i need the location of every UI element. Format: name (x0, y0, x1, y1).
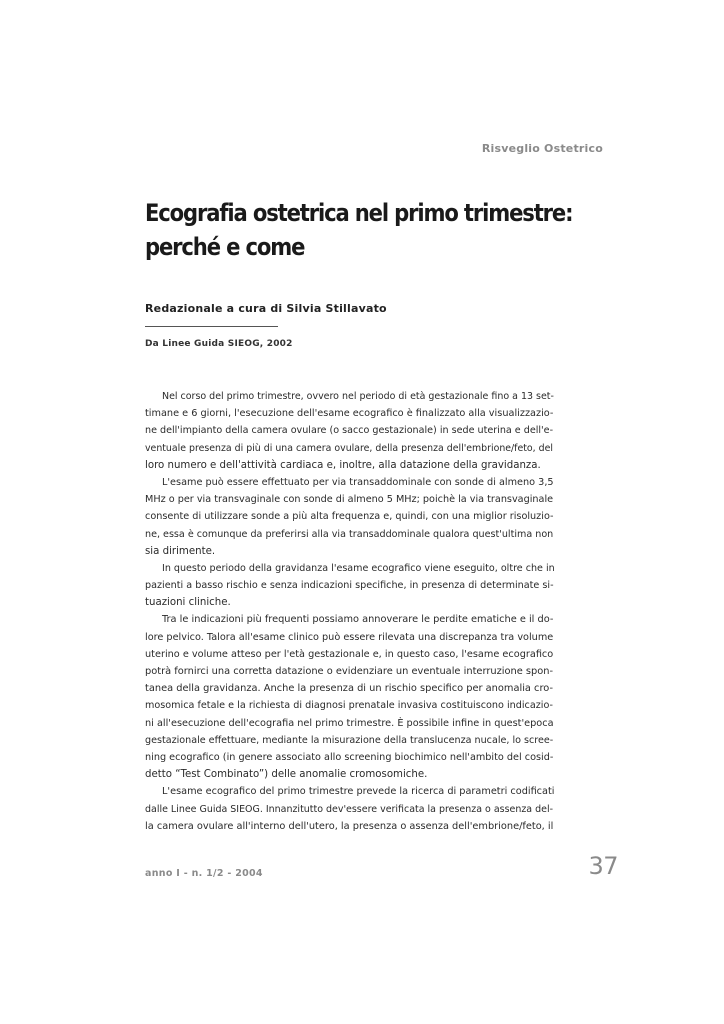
article-title-line: Ecografia ostetrica nel primo trimestre: (145, 199, 573, 227)
body-line: ni all'esecuzione dell'ecografia nel primo trimestre. È possibile infine in quest'epoca (145, 717, 554, 729)
body-line: lore pelvico. Talora all'esame clinico può essere rilevata una discrepanza tra volume (145, 631, 554, 643)
body-line: gestazionale effettuare, mediante la misurazione della translucenza nucale, lo scree- (145, 734, 554, 746)
body-line: detto “Test Combinato”) delle anomalie cromosomiche. (145, 769, 428, 781)
body-line: MHz o per via transvaginale con sonde di almeno 5 MHz; poichè la via transvaginale (145, 494, 554, 506)
body-line: uterino e volume atteso per l'età gestazionale e, in questo caso, l'esame ecografico (145, 648, 554, 660)
running-head: Risveglio Ostetrico (481, 142, 603, 155)
body-line: tuazioni cliniche. (145, 597, 231, 609)
article-body (145, 388, 553, 835)
body-line: pazienti a basso rischio e senza indicazioni specifiche, in presenza di determinate si- (145, 580, 554, 592)
body-line: sia dirimente. (145, 545, 216, 557)
body-line: mosomica fetale e la richiesta di diagnosi prenatale invasiva costituiscono indicazio- (145, 700, 553, 712)
body-line: tanea della gravidanza. Anche la presenza di un rischio specifico per anomalia cro- (145, 683, 553, 695)
body-line: L'esame ecografico del primo trimestre prevede la ricerca di parametri codificati (162, 786, 555, 798)
body-line: L'esame può essere effettuato per via transaddominale con sonde di almeno 3,5 (162, 476, 554, 488)
body-line: timane e 6 giorni, l'esecuzione dell'esame ecografico è finalizzato alla visualizzazio- (145, 408, 554, 420)
issue-info: anno I - n. 1/2 - 2004 (145, 868, 263, 879)
body-line: Nel corso del primo trimestre, ovvero nel periodo di età gestazionale fino a 13 set- (162, 391, 554, 402)
body-line: ne dell'impianto della camera ovulare (o sacco gestazionale) in sede uterina e dell'e- (145, 425, 554, 437)
article-source: Da Linee Guida SIEOG, 2002 (145, 339, 293, 349)
body-line: In questo periodo della gravidanza l'esame ecografico viene eseguito, oltre che in (162, 562, 555, 574)
body-line: Tra le indicazioni più frequenti possiamo annoverare le perdite ematiche e il do- (162, 614, 554, 626)
article-byline: Redazionale a cura di Silvia Stillavato (145, 302, 387, 315)
body-line: ne, essa è comunque da preferirsi alla via transaddominale qualora quest'ultima non (145, 528, 554, 540)
body-line: loro numero e dell'attività cardiaca e, inoltre, alla datazione della gravidanza. (145, 459, 541, 471)
body-line: ning ecografico (in genere associato allo screening biochimico nell'ambito del cosid- (145, 751, 554, 763)
article-title (145, 196, 573, 264)
page-number: 37 (588, 852, 618, 880)
byline-divider (145, 326, 278, 327)
body-line: la camera ovulare all'interno dell'utero, la presenza o assenza dell'embrione/feto, il (145, 820, 554, 832)
body-line: consente di utilizzare sonde a più alta frequenza e, quindi, con una miglior risoluzio- (145, 511, 554, 523)
body-line: potrà fornirci una corretta datazione o evidenziare un eventuale interruzione spon- (145, 666, 554, 677)
article-title-line: perché e come (145, 233, 305, 261)
body-line: dalle Linee Guida SIEOG. Innanzitutto dev'essere verificata la presenza o assenza del- (145, 803, 554, 815)
body-line: ventuale presenza di più di una camera ovulare, della presenza dell'embrione/feto, del (145, 442, 553, 454)
